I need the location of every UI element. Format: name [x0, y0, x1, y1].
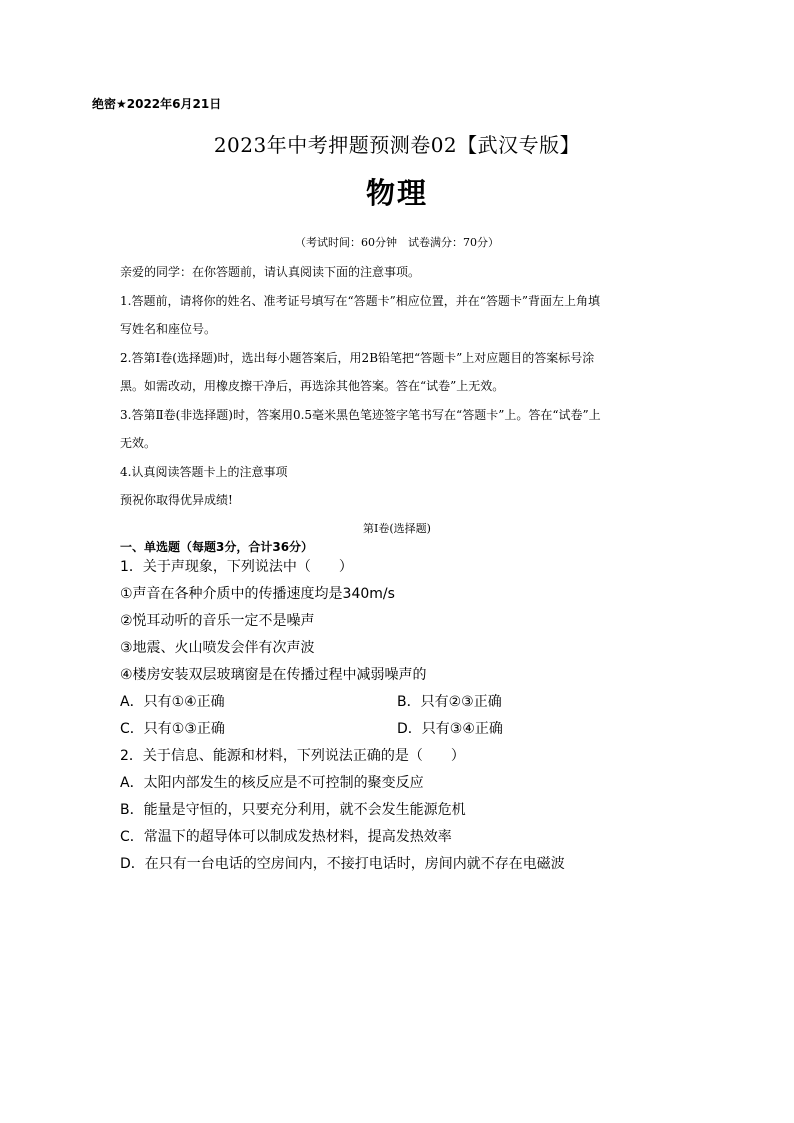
statement-item: ③地震、火山喷发会伴有次声波 — [120, 640, 315, 656]
notice-line: 无效。 — [120, 436, 157, 450]
exam-info: （考试时间：60分钟 试卷满分：70分） — [295, 236, 499, 249]
confidential-date: 绝密★2022年6月21日 — [92, 97, 222, 111]
notice-line: 亲爱的同学：在你答题前，请认真阅读下面的注意事项。 — [120, 265, 421, 279]
answer-option-d: D．在只有一台电话的空房间内，不接打电话时，房间内就不存在电磁波 — [120, 856, 565, 872]
section-title: 第Ⅰ卷(选择题) — [363, 522, 431, 535]
statement-item: ④楼房安装双层玻璃窗是在传播过程中减弱噪声的 — [120, 667, 427, 683]
answer-option-a: A．只有①④正确 — [120, 694, 225, 710]
notice-line: 2.答第Ⅰ卷(选择题)时，选出每小题答案后，用2B铅笔把“答题卡”上对应题目的答案标号涂 — [120, 351, 595, 365]
answer-option-b: B．只有②③正确 — [397, 694, 502, 710]
exam-title: 2023年中考押题预测卷02【武汉专版】 — [213, 133, 581, 157]
question-stem: 2．关于信息、能源和材料，下列说法正确的是（ ） — [120, 748, 465, 764]
notice-line: 黑。如需改动，用橡皮擦干净后，再选涂其他答案。答在“试卷”上无效。 — [120, 379, 505, 393]
part-heading: 一、单选题（每题3分，合计36分） — [120, 540, 314, 554]
subject-title: 物理 — [365, 176, 428, 210]
answer-option-a: A．太阳内部发生的核反应是不可控制的聚变反应 — [120, 775, 424, 791]
notice-line: 预祝你取得优异成绩! — [120, 493, 233, 507]
notice-line: 4.认真阅读答题卡上的注意事项 — [120, 465, 288, 479]
statement-item: ②悦耳动听的音乐一定不是噪声 — [120, 613, 315, 629]
notice-line: 3.答第Ⅱ卷(非选择题)时，答案用0.5毫米黑色笔迹签字笔书写在“答题卡”上。答在“试卷”上 — [120, 408, 601, 422]
question-stem: 1．关于声现象，下列说法中（ ） — [120, 559, 353, 575]
answer-option-c: C．只有①③正确 — [120, 721, 225, 737]
answer-option-c: C．常温下的超导体可以制成发热材料，提高发热效率 — [120, 829, 452, 845]
statement-item: ①声音在各种介质中的传播速度均是340m/s — [120, 586, 395, 602]
notice-line: 1.答题前，请将你的姓名、准考证号填写在“答题卡”相应位置，并在“答题卡”背面左上角填 — [120, 294, 600, 308]
notice-line: 写姓名和座位号。 — [120, 322, 217, 336]
answer-option-d: D．只有③④正确 — [397, 721, 503, 737]
answer-option-b: B．能量是守恒的，只要充分利用，就不会发生能源危机 — [120, 802, 466, 818]
